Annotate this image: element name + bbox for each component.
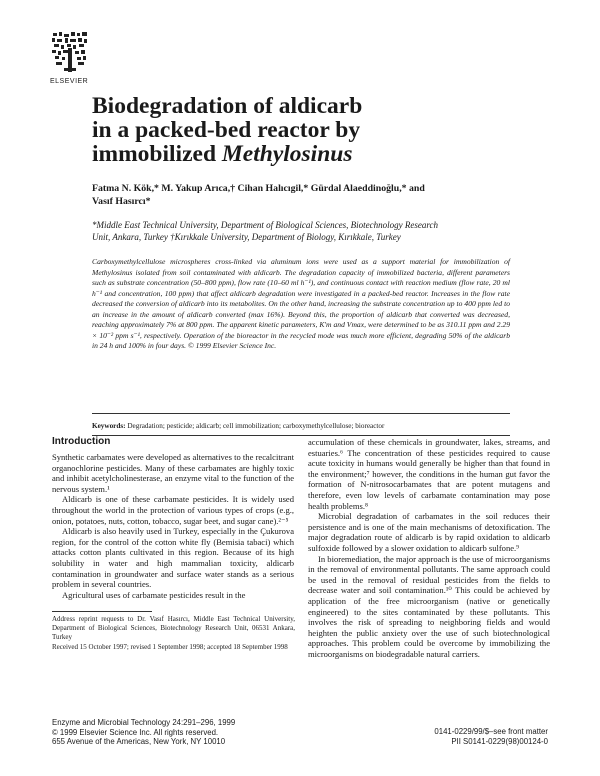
issn-block — [380, 727, 548, 746]
elsevier-wordmark: ELSEVIER — [50, 78, 89, 85]
intro-paragraph-6: Microbial degradation of carbamates in the soil reduces their persistence and is one of the main mechanisms of detoxification. The major degradation route of aldicarb is by rapid oxidation to aldicarb sulfoxide followed by a slower oxidation to aldicarb sulfone.⁹ — [308, 511, 550, 553]
right-column — [308, 437, 550, 659]
introduction-heading: Introduction — [52, 436, 111, 447]
keywords-line — [92, 421, 510, 431]
title-line-1: Biodegradation of aldicarb — [92, 93, 363, 119]
journal-citation — [52, 718, 352, 747]
title-line-3-prefix: immobilized — [92, 141, 222, 167]
abstract-text: Carboxymethylcellulose microspheres cross-linked via aluminum ions were used as a support material for immobilization of Methylosinus isolated from soil contaminated with aldicarb. The degradation capacity of immobilized bacteria, different parameters such as substrate concentration (50–800 ppm), flow rate (10–60 ml h⁻¹), and continuous contact with reaction medium (flow rate, 20 ml h⁻¹ and concentration, 100 ppm) that affect aldicarb degradation were investigated in a packed-bed reactor. Increases in the flow rate decreased the conversion of aldicarb into its metabolites. On the other hand, increasing the substrate concentration up to 400 ppm led to an increase in the amount of aldicarb converted (max 16%). Beyond this, the proportion of aldicarb that converted was decreased, reaching approximately 7% at 800 ppm. The apparent kinetic parameters, K′m and Vmax, were determined to be as 310.11 ppm and 2.29 × 10⁻² ppm s⁻¹, respectively. Operation of the bioreactor in the recycled mode was much more efficient, degrading 50% of the aldicarb in 24 h and 100% in four days. © 1999 Elsevier Science Inc. — [92, 257, 510, 350]
footnote-divider — [52, 611, 152, 612]
affiliations — [92, 219, 502, 243]
journal-line-3: 655 Avenue of the Americas, New York, NY 10010 — [52, 737, 226, 746]
article-title — [92, 94, 512, 166]
affiliation-line-1: *Middle East Technical University, Department of Biological Sciences, Biotechnology Research — [92, 220, 439, 230]
author-list — [92, 182, 492, 208]
reprint-address: Address reprint requests to Dr. Vasıf Hasırcı, Middle East Technical University, Department of Biological Sciences, Biotechnology Research Unit, 06531 Ankara, Turkey — [52, 615, 295, 642]
abstract-divider-top — [92, 413, 510, 414]
correspondence-footnote — [52, 615, 295, 652]
received-dates: Received 15 October 1997; revised 1 September 1998; accepted 18 September 1998 — [52, 642, 288, 651]
authors-line-2: Vasıf Hasırcı* — [92, 196, 151, 207]
issn-line: 0141-0229/99/$–see front matter — [434, 727, 548, 736]
title-line-3-genus: Methylosinus — [221, 141, 353, 167]
intro-paragraph-2: Aldicarb is one of these carbamate pesticides. It is widely used throughout the world in the protection of various types of crops (e.g., onion, potatoes, nuts, cotton, tobacco, sugar beet, and sugar cane).²⁻⁵ — [52, 494, 294, 526]
intro-paragraph-7: In bioremediation, the major approach is the use of microorganisms in the removal of environmental pollutants. The same approach could be used in the removal of residual pesticides from the fields to decrease water and soil contamination.¹⁰ This could be achieved by application of the free microorganism (native or genetically engineered) to the sites contaminated by these pollutants. This involves the risk of spreading to neighboring fields and would heighten the public anxiety over the use of such biotechnological approaches. This problem could be overcome by immobilizing the microorganisms on biodegradable natural carriers. — [308, 553, 550, 659]
abstract-divider-bottom — [92, 435, 510, 436]
journal-line-2: © 1999 Elsevier Science Inc. All rights reserved. — [52, 727, 219, 737]
intro-paragraph-4: Agricultural uses of carbamate pesticides result in the — [62, 589, 246, 600]
affiliation-line-2: Unit, Ankara, Turkey †Kırıkkale University, Department of Biology, Kırıkkale, Turkey — [92, 232, 401, 242]
left-column — [52, 452, 294, 600]
pii-line: PII S0141-0229(98)00124-0 — [451, 736, 548, 746]
keywords-values: Degradation; pesticide; aldicarb; cell immobilization; carboxymethylcellulose; bioreactor — [125, 422, 385, 430]
title-line-2: in a packed-bed reactor by — [92, 117, 361, 143]
keywords-label: Keywords: — [92, 422, 126, 430]
intro-paragraph-3: Aldicarb is also heavily used in Turkey, especially in the Çukurova region, for the control of the cotton white fly (Bemisia tabaci) which attacks cotton plants cultivated in this region. Because of its high solubility in water and high mammalian toxicity, aldicarb contamination in groundwater and surface water stands as a serious problem in several countries. — [52, 526, 294, 590]
intro-paragraph-1: Synthetic carbamates were developed as alternatives to the recalcitrant organochlorine pesticides. Many of these carbamates are highly toxic and inhibit acetylcholinesterase, an enzyme vital to the function of the nervous system.¹ — [52, 452, 294, 494]
intro-paragraph-5: accumulation of these chemicals in groundwater, lakes, streams, and estuaries.⁶ The concentration of these pesticides required to cause acute toxicity in humans would generally be higher than that found in the environment;⁷ however, the conditions in the human gut favor the formation of N-nitrosocarbamates that are potent mutagens and therefore, even low levels of carbamate contamination may pose health problems.⁸ — [308, 437, 550, 511]
elsevier-tree-logo — [50, 30, 90, 78]
journal-line-1: Enzyme and Microbial Technology 24:291–296, 1999 — [52, 718, 236, 727]
authors-line-1: Fatma N. Kök,* M. Yakup Arıca,† Cihan Halıcıgil,* Gürdal Alaeddinoğlu,* and — [92, 183, 425, 194]
